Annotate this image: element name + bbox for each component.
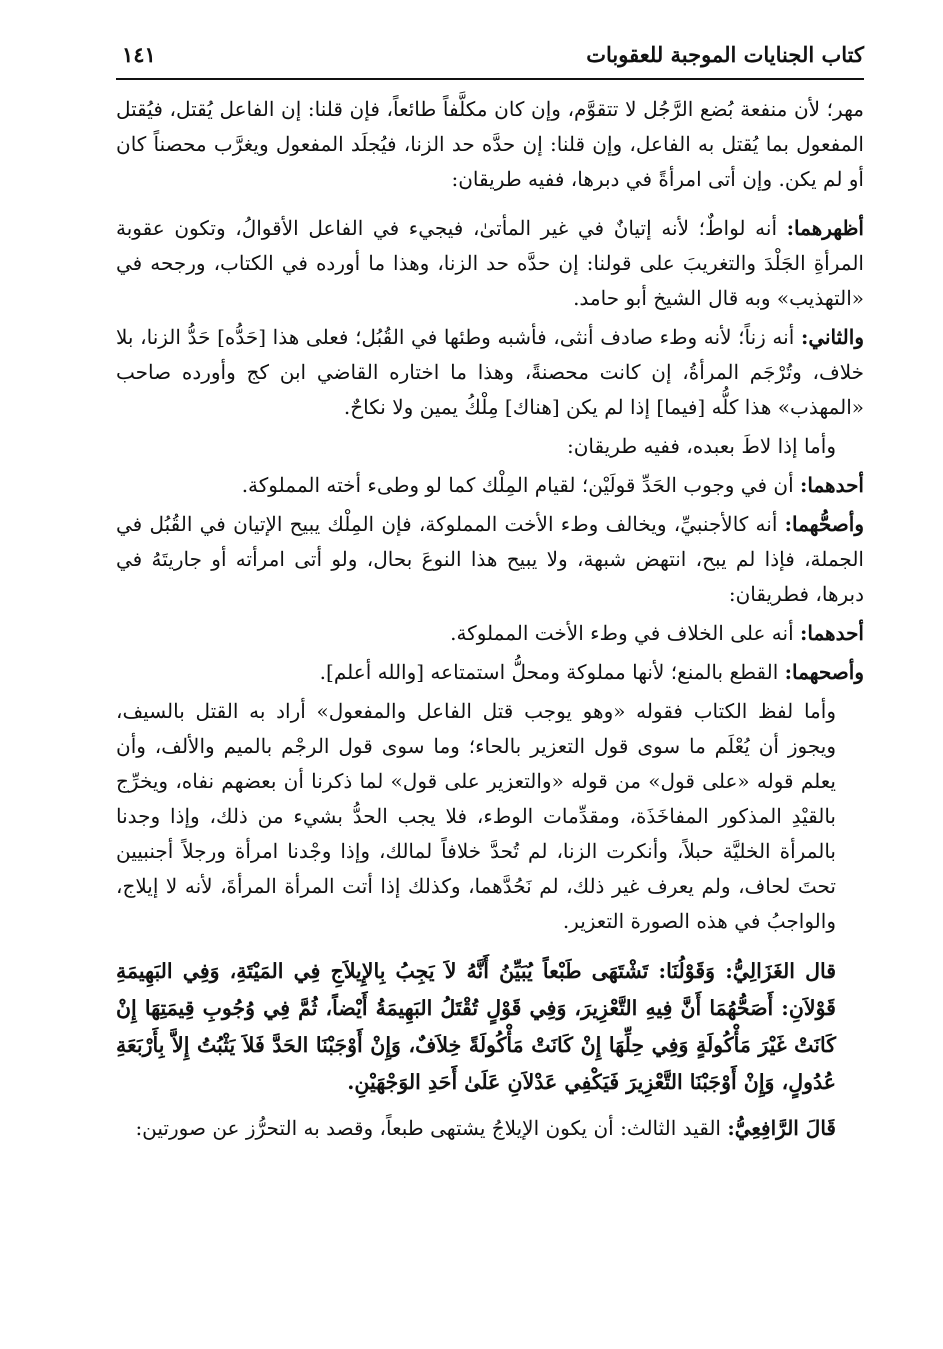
paragraph-text: أنه لواطٌ؛ لأنه إتيانٌ في غير المأتىٰ، فيجيء في الفاعل الأقوالُ، وتكون عقوبة المرأةِ الجَلْدَ والتغريبَ على قولنا: إن حدَّه حد الزنا، وهذا ما أورده في الكتاب، ورجحه في «التهذيب» وبه قال الشيخ أبو حامد. bbox=[116, 216, 864, 310]
paragraph-text: أنه على الخلاف في وطء الأخت المملوكة. bbox=[450, 621, 800, 645]
paragraph-text: وأما إذا لاطَ بعبده، ففيه طريقان: bbox=[566, 434, 836, 458]
paragraph bbox=[116, 468, 864, 503]
paragraph bbox=[116, 429, 864, 464]
book-page bbox=[116, 38, 864, 1150]
paragraph-label: أحدهما: bbox=[799, 473, 864, 497]
paragraph-text: وأما لفظ الكتاب فقوله «وهو يوجب قتل الفاعل والمفعول» أراد به القتل بالسيف، ويجوز أن يُعْلَم ما سوى قول التعزير بالحاء؛ وما سوى قول الرجْم بالميم والألف، وأن يعلم قوله «على قول» من قوله «والتعزير على قول» لما ذكرنا أن بعضهم نفاه، ويخرِّج بالقيْدِ المذكور المفاخَذَة، ومقدِّمات الوطء، فلا يجب الحدُّ بشيء من ذلك، وإذا وجدنا بالمرأة الخليَّة حبلاً، وأنكرت الزنا، لم تُحدَّ خلافاً لمالك، وإذا وجْدنا امرأة ورجلاً أجنبيين تحتَ لحاف، ولم يعرف غير ذلك، لم نَحُدَّهما، وكذلك إذا أتت المرأة المرأةَ، لأنه لا إيلاج، والواجبُ في هذه الصورة التعزير. bbox=[116, 699, 836, 933]
paragraph-label: أظهرهما: bbox=[786, 216, 864, 240]
paragraph bbox=[116, 92, 864, 197]
paragraph-label: والثاني: bbox=[800, 325, 864, 349]
paragraph-text: القيد الثالث: أن يكون الإيلاجُ يشتهى طبعاً، وقصد به التحرُّز عن صورتين: bbox=[135, 1116, 728, 1140]
quoted-text-block bbox=[116, 953, 864, 1101]
header-title: كتاب الجنايات الموجبة للعقوبات bbox=[586, 42, 864, 67]
paragraph-label: أحدهما: bbox=[799, 621, 864, 645]
paragraph-label: وأصحهما: bbox=[784, 660, 864, 684]
paragraph bbox=[116, 507, 864, 612]
paragraph-text: القطع بالمنع؛ لأنها مملوكة ومحلُّ استمتاعه [والله أعلم]. bbox=[319, 660, 785, 684]
paragraph-text: أن في وجوب الحَدِّ قولَيْن؛ لقيام المِلْك كما لو وطىء أخته المملوكة. bbox=[241, 473, 800, 497]
quote-text: وَقَوْلُنَا: تَشْتَهَى طَبْعاً يُبَيِّنُ أَنَّهُ لاَ يَجِبُ بِالإِيلاَجِ فِي المَيْتَةِ، وَفِي البَهِيمَةِ قَوْلاَنِ: أَصَحُّهُمَا أَنَّ فِيهِ التَّعْزِيرَ، وَفِي قَوْلٍ تُقْتَلُ البَهِيمَةُ أَيْضاً، ثُمَّ فِي وُجُوبِ قِيمَتِهَا إِنْ كَانَتْ غَيْرَ مَأْكُولَةٍ وَفِي حِلِّهَا إِنْ كَانَتْ مَأْكُولَةً خِلاَفٌ، وَإِنْ أَوْجَبْنَا الحَدَّ فَلاَ يَثْبُتُ إِلاَّ بِأَرْبَعَةِ عُدُولٍ، وَإِنْ أَوْجَبْنَا التَّعْزِيرَ فَيَكْفِي عَدْلاَنِ عَلَىٰ أَحَدِ الوَجْهَيْنِ. bbox=[116, 959, 836, 1094]
paragraph bbox=[116, 320, 864, 425]
paragraph bbox=[116, 616, 864, 651]
page-number: ١٤١ bbox=[122, 42, 156, 67]
running-header bbox=[116, 38, 864, 80]
final-paragraph bbox=[116, 1111, 864, 1146]
paragraph-text: أنه كالأجنبيِّ، ويخالف وطء الأخت المملوكة، فإن المِلْك يبيح الإتيان في القُبُل في الجملة، فإذا لم يبح، انتهض شبهة، ولا يبيح هذا النوعَ بحال، ولو أتى امرأته أو جاريتَهُ في دبرها، فطريقان: bbox=[116, 512, 864, 606]
paragraph bbox=[116, 694, 864, 939]
body-text bbox=[116, 92, 864, 1146]
paragraph-label: قَالَ الرَّافِعِيُّ: bbox=[727, 1116, 836, 1140]
paragraph-text: أنه زناً؛ لأنه وطء صادف أنثى، فأشبه وطئها في القُبُل؛ فعلى هذا [حَدُّه] حَدُّ الزنا، بلا خلاف، وتُرْجَم المرأةُ، إن كانت محصنةً، وهذا ما اختاره القاضي ابن كج وأورده صاحب «المهذب» هذا كلُّه [فيما] إذا لم يكن [هناك] مِلْكُ يمين ولا نكاحٌ. bbox=[116, 325, 864, 419]
quote-lead: قال الغَزَالِيُّ: bbox=[715, 959, 837, 983]
paragraph bbox=[116, 655, 864, 690]
paragraph-label: وأصحُّهما: bbox=[784, 512, 864, 536]
paragraph-text: مهر؛ لأن منفعة بُضع الرَّجُل لا تتقوَّم، وإن كان مكلَّفاً طائعاً، فإن قلنا: إن الفاعل يُقتل، فيُقتل المفعول بما يُقتل به الفاعل، وإن قلنا: إن حدَّه حد الزنا، فيُجلَد المفعول ويغرَّب محصناً كان أو لم يكن. وإن أتى امرأةً في دبرها، ففيه طريقان: bbox=[116, 97, 864, 191]
paragraph bbox=[116, 211, 864, 316]
